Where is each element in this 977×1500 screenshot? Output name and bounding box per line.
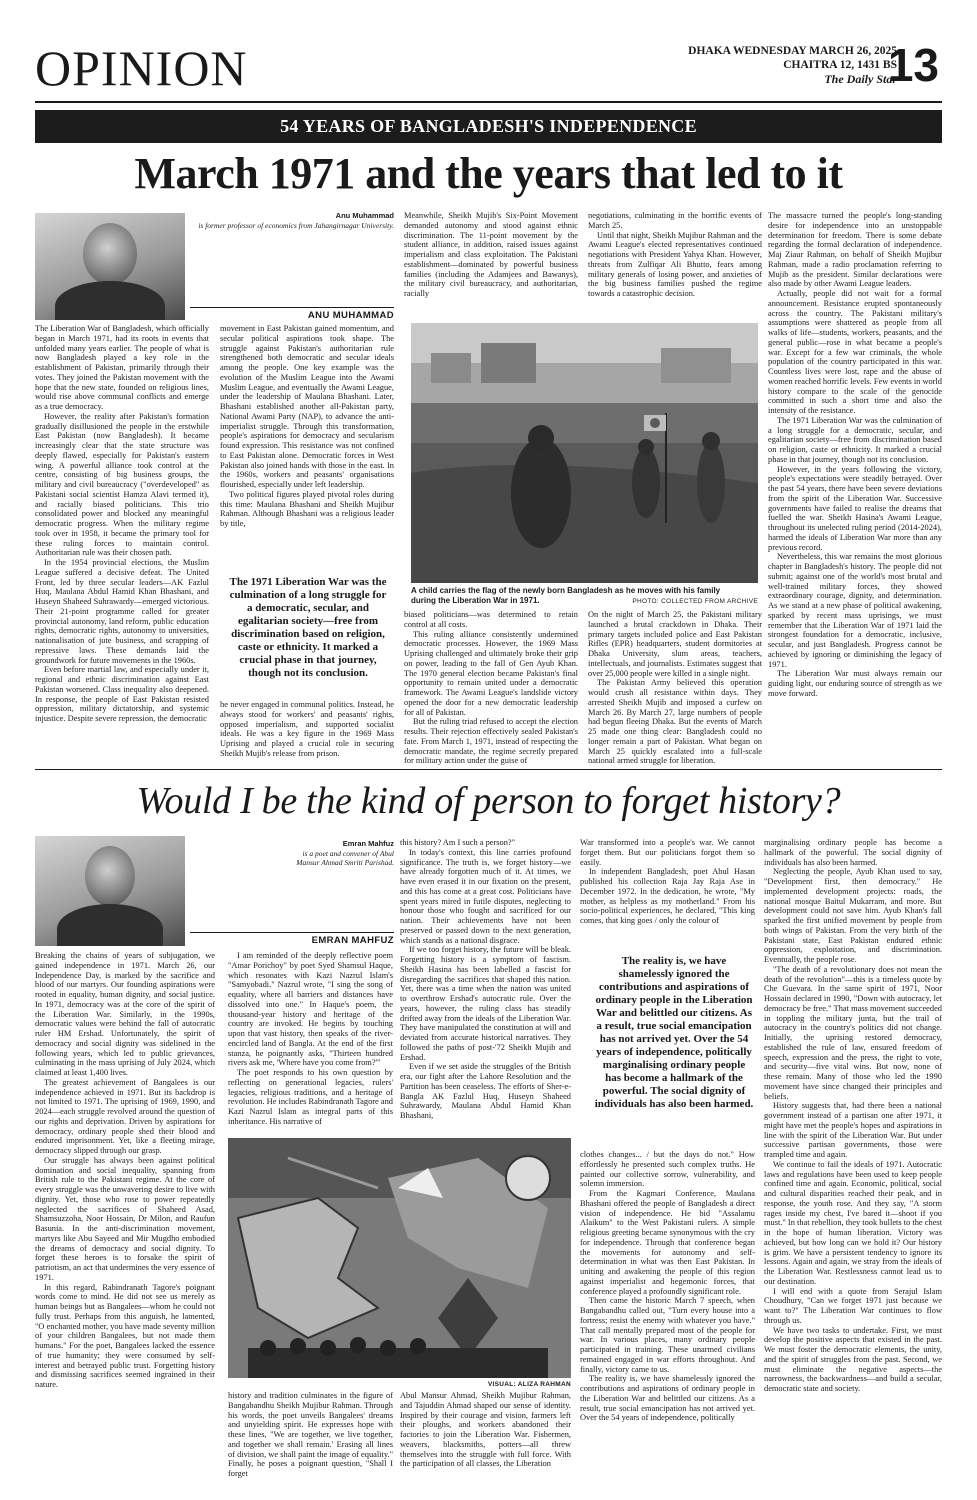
article2-column-1 — [35, 951, 215, 1485]
author-bio: is a poet and convener of Abul Mansur Ahmad Smriti Parishad. — [296, 849, 394, 867]
paragraph: The 1971 Liberation War was the culmination of a long struggle for a democratic, secular, and egalitarian society—free from discrimination based on religion, caste or ethnicity. It marked a crucial phase in that journey, though not its conclusion. — [768, 415, 942, 464]
author-head-shape — [85, 846, 135, 906]
archive-photo — [411, 323, 758, 583]
paragraph: This ruling alliance consistently undermined democratic processes. However, the 1969 Mass Uprising challenged and ultimately broke their grip on power, leading to the fall of Gen Ayub Khan. The 1970 general election became Pakistan's final opportunity to remain united under a democratic framework. The Awami League's landslide victory opened the door for a new democratic leadership for all of Pakistan. — [404, 629, 578, 717]
paragraph: negotiations, culminating in the horrific events of March 25. — [588, 211, 762, 230]
paragraph: From the Kagmari Conference, Maulana Bhashani offered the people of Bangladesh a direct vision of independence. He bid "Assalamu Alaikum" to the West Pakistani rulers. A simple religious greeting became synonymous with the cry for independence. Through that conference began the movements for autonomy and self-determination in what was then East Pakistan. In uniting and awakening the people of this region against imperialist and hegemonic forces, that conference played a profoundly significant role. — [580, 1189, 755, 1296]
paragraph: movement in East Pakistan gained momentum, and secular political aspirations took shape. The struggle against Pakistan's authoritarian rule strengthened both democratic and secular ideals among the people. One key example was the evolution of the Muslim League into the Awami Muslim League, and eventually the Awami League, under the leadership of Maulana Bhashani. Later, Bhashani established another all-Pakistan party, National Awami Party (NAP), to advance the anti-imperialist struggle. Through this transformation, people's aspirations for democracy and secularism found expression. This resistance was not confined to East Pakistan alone. Democratic forces in West Pakistan also joined hands with those in the east. In the 1960s, workers and peasants' organisations flourished, especially under left leadership. — [220, 324, 394, 489]
photo-caption: A child carries the flag of the newly born Bangladesh as he moves with his family during the Liberation War in 1971. — [411, 586, 721, 605]
paragraph: In this regard, Rabindranath Tagore's poignant words come to mind. He did not see us merely as human beings but as Bangalees—whom he could not fully trust. Perhaps from this anguish, he lamented, "O enchanted mother, you have made seventy million of your children Bangalees, but not made them humans." For the poet, Bangalees lacked the essence of true humanity; they were consumed by self-interest and betrayed public trust. Forgetting history and dismissing sacrifices seemed ingrained in their nature. — [35, 1282, 215, 1389]
paragraph: Abul Mansur Ahmad, Sheikh Mujibur Rahman, and Tajuddin Ahmad shaped our sense of identity. Inspired by their courage and vision, farmers left their ploughs, and workers abandoned their factories to join the Liberation War. Fishermen, weavers, blacksmiths, potters—all threw themselves into the struggle with full force. With the participation of all classes, the Liberation — [400, 1391, 571, 1469]
paragraph: The Liberation War must always remain our guiding light, our enduring source of strength as we move forward. — [768, 669, 942, 698]
article1-column-4 — [588, 211, 762, 319]
author-name: Emran Mahfuz — [342, 839, 394, 848]
archive-photo-icon — [411, 323, 758, 583]
paragraph: The poet responds to his own question by reflecting on generational legacies, rulers' legacies, religious traditions, and a heritage of revolution. He includes Rabindranath Tagore and Kazi Nazrul Islam as integral parts of this inheritance. His narrative of — [228, 1068, 393, 1126]
section-title: OPINION — [35, 40, 248, 96]
article2-column-4b — [580, 1150, 755, 1485]
paragraph: biased politicians—was determined to retain control at all costs. — [404, 610, 578, 629]
paragraph: The reality is, we have shamelessly ignored the contributions and aspirations of ordinary people in the Liberation War and belittled our citizens. As a result, true social emancipation has not arrived yet. Over the 54 years of independence, politically — [580, 1374, 755, 1423]
paragraph: I will end with a quote from Serajul Islam Choudhury, "Can we forget 1971 just because we want to?" The Liberation War continues to flow through us. — [764, 1286, 942, 1325]
dateline — [688, 44, 897, 86]
author-body-shape — [57, 904, 163, 946]
paragraph: History suggests that, had there been a national government instead of a partisan one after 1971, it might have met the people's hopes and aspirations in line with the spirit of the Liberation War. But under successive partisan governments, those were trampled time and again. — [764, 1101, 942, 1159]
pull-quote: The 1971 Liberation War was the culmination of a long struggle for a democratic, secular, and egalitarian society—free from discrimination based on religion, caste or ethnicity. It marked a crucial phase in that journey, though not its conclusion. — [229, 576, 387, 679]
paragraph: In the 1954 provincial elections, the Muslim League suffered a decisive defeat. The United Front, led by three secular leaders—AK Fazlul Huq, Maulana Abdul Hamid Khan Bhashani, and Huseyn Shaheed Suhrawardy—emerged victorious. Their 21-point programme called for greater provincial autonomy, land reform, public education rights, democratic rights, autonomy to universities, nationalisation of jute business, and scrapping of repressive laws. These demands laid the groundwork for future movements in the 1960s. — [35, 558, 209, 665]
paragraph: But the ruling triad refused to accept the election results. Their rejection effectively sealed Pakistan's fate. From March 1, 1971, instead of respecting the democratic mandate, the regime secretly prepared for military action under the guise of — [404, 717, 578, 765]
paragraph: Even if we set aside the struggles of the British era, our fight after the Lahore Resolution and the Partition has been ceaseless. The efforts of Sher-e-Bangla AK Fazlul Huq, Huseyn Shaheed Suhrawardy, Maulana Abdul Hamid Khan Bhashani, — [400, 1062, 571, 1120]
paragraph: The greatest achievement of Bangalees is our independence achieved in 1971. But its backdrop is not limited to 1971. The uprising of 1969, 1990, and 2024—each struggle revolved around the question of our rights and deprivation. Driven by aspirations for democracy, ordinary people shed their blood and endured imprisonment. Yet, like a fleeting mirage, democracy slipped through our grasp. — [35, 1077, 215, 1155]
bangla-date: CHAITRA 12, 1431 BS — [783, 59, 897, 71]
paragraph: Two political figures played pivotal roles during this time: Maulana Bhashani and Sheikh Mujibur Rahman. Although Bhashani was a religious leader by title, — [220, 489, 394, 528]
paragraph: In today's context, this line carries profound significance. The truth is, we forget history—we have already forgotten much of it. At times, we have even erased it in our fixation on the present, and this has come at a great cost. Politicians have spent years mired in futile disputes, neglecting to honour those who fought and sacrificed for our nation. Their achievements have not been preserved or passed down to the next generation, which stands as a national disgrace. — [400, 847, 571, 945]
pull-quote: The reality is, we have shamelessly ignored the contributions and aspirations of ordinary people in the Liberation War and belittled our citizens. As a result, true social emancipation has not arrived yet. Over the 54 years of independence, politically marginalising ordinary people has become a hallmark of the powerful. The social dignity of individuals has also been harmed. — [594, 955, 754, 1110]
author-photo — [35, 213, 185, 320]
paragraph: However, in the years following the victory, people's expectations were steadily betrayed. Over the past 54 years, there have been severe deviations from the spirit of the Liberation War. Successive governments have failed to realise the dreams that fuelled the war. Sheikh Hasina's Awami League, throughout its unelected ruling period (2014-2024), harmed the ideals of Liberation War more than any previous record. — [768, 464, 942, 552]
author-head-shape — [83, 223, 137, 285]
paragraph: Even before martial law, and especially under it, regional and ethnic discrimination against East Pakistan worsened. Class inequality also deepened. In response, the people of East Pakistan resisted oppression, military dictatorship, and systemic injustice. Despite severe repression, the democratic — [35, 665, 209, 723]
visual-credit: VISUAL: ALIZA RAHMAN — [487, 1381, 571, 1388]
paragraph: The Liberation War of Bangladesh, which officially began in March 1971, had its roots in events that unfolded many years earlier. The people of what is now Bangladesh played a key role in the establishment of Pakistan, primarily through their votes. They joined the Pakistan movement with the hope that the new state, founded on religious lines, would rise above communal conflicts and emerge as a true democracy. — [35, 324, 209, 411]
author-bio: is former professor of economics from Jahangirnagar University. — [198, 221, 394, 230]
paragraph: he never engaged in communal politics. Instead, he always stood for workers' and peasants' rights, opposed imperialism, and supported socialist ideals. He was a key figure in the 1969 Mass Uprising and played a crucial role in securing Sheikh Mujib's release from prison. — [220, 700, 394, 758]
section-banner: 54 YEARS OF BANGLADESH'S INDEPENDENCE — [35, 110, 942, 143]
article1-column-2b — [220, 700, 394, 765]
paragraph: Neglecting the people, Ayub Khan used to say, "Development first, then democracy." He implemented development projects: roads, the national mosque Baitul Mukarram, and more. But development could not save him. Ayub Khan's fall sparked the first unified movement by people from both wings of Pakistan. From the very birth of the Pakistani state, East Pakistan endured ethnic oppression, exploitation, and discrimination. Eventually, the people rose. — [764, 867, 942, 964]
paragraph: If we too forget history, the future will be bleak. Forgetting history is a symptom of fascism. Sheikh Hasina has been labelled a fascist for disregarding the sacrifices that shaped this nation. Yet, there was a time when the nation was united to overthrow Ershad's autocratic rule. Over the years, however, the ruling class has steadily drifted away from the ideals of the Liberation War. They have manipulated the constitution at will and deviated from accurate historical narratives. They followed the paths of post-'72 Sheikh Mujib and Ershad. — [400, 945, 571, 1062]
paragraph: I am reminded of the deeply reflective poem "Amar Porichoy" by poet Syed Shamsul Haque, which resonates with Kazi Nazrul Islam's "Samyobadi." Nazrul wrote, "I sing the song of equality, where all barriers and distances have dissolved into one." In Haque's poem, the thousand-year history and heritage of the country are invoked. He begins by touching upon that vast history, then speaks of the river-encircled land of Bangla. At the end of the first stanza, he poignantly asks, "Thirteen hundred rivers ask me, 'Where have you come from?'" — [228, 951, 393, 1068]
article2-column-5 — [764, 838, 942, 1485]
paragraph: "The death of a revolutionary does not mean the death of the revolution"—this is a timeless quote by Che Guevara. In the same spirit of 1971, Noor Hossain declared in 1990, "Down with autocracy, let democracy be free." That mass movement succeeded in toppling the military junta, but the trail of autocracy in the country's politics did not change. Initially, the uprising restored democracy, established the rule of law, ensured freedom of speech, expression and the press, the right to vote, and security—five vital wins. But now, none of these remain. Many of those who led the 1990 movement have since changed their principles and beliefs. — [764, 964, 942, 1101]
byline: EMRAN MAHFUZ — [190, 932, 394, 946]
paragraph: history and tradition culminates in the figure of Bangabandhu Sheikh Mujibur Rahman. Through his words, the poet unveils Bangalees' dreams and unyielding spirit. He expresses hope with these lines, "We are together, we live together, and together we shall remain.' Erasing all lines of division, we shall paint the image of equality." Finally, he poses a poignant question, "Shall I forget — [228, 1391, 393, 1478]
photo-credit: PHOTO: COLLECTED FROM ARCHIVE — [632, 598, 758, 605]
paragraph: Until that night, Sheikh Mujibur Rahman and the Awami League's elected representatives continued negotiations with President Yahya Khan. However, threats from Zulfiqar Ali Bhutto, fears among military generals of losing power, and anxieties of the big business families pushed the regime towards a catastrophic decision. — [588, 230, 762, 298]
paragraph: Our struggle has always been against political domination and social inequality, spanning from British rule to the Pakistani regime. At the core of every struggle was the unwavering desire to live with dignity. Yet, those who rose to power repeatedly neglected the sacrifices of Shaheed Asad, Shamsuzzoha, Noor Hossain, Dr Milon, and Raufun Basunia. In the anti-discrimination movement, martyrs like Abu Sayeed and Mir Mugdho embodied the dreams of democracy and social dignity. To forget these heroes is to forsake the spirit of patriotism, an act that undermines the very essence of 1971. — [35, 1155, 215, 1282]
page-number: 13 — [887, 39, 939, 91]
header-rule — [35, 101, 942, 103]
article1-headline: March 1971 and the years that led to it — [134, 149, 843, 198]
article-divider — [35, 769, 942, 770]
illustration — [228, 1138, 571, 1378]
date: DHAKA WEDNESDAY MARCH 26, 2025 — [688, 45, 897, 57]
article1-column-5 — [768, 211, 942, 765]
paragraph: The Pakistan Army believed this operation would crush all resistance within days. They arrested Sheikh Mujib and imposed a curfew on March 26. By March 27, large numbers of people had begun fleeing Dhaka. But the events of March 25 made one thing clear: Bangladesh could no longer remain a part of Pakistan. What began on March 25 quickly escalated into a full-scale national armed struggle for liberation. — [588, 678, 762, 765]
paragraph: Then came the historic March 7 speech, when Bangabandhu called out, "Turn every house into a fortress; resist the enemy with whatever you have." That call mentally prepared most of the people for war. In various places, many ordinary people participated in training. These unarmed civilians remained engaged in war efforts throughout. And finally, victory came to us. — [580, 1296, 755, 1374]
paragraph: clothes changes... / but the days do not." How effortlessly he presented such complex truths. He painted our collective sorrow, vulnerability, and solemn immersion. — [580, 1150, 755, 1189]
article1-column-4b — [588, 610, 762, 765]
article1-column-1 — [35, 324, 209, 765]
paragraph: marginalising ordinary people has become a hallmark of the powerful. The social dignity of individuals has also been harmed. — [764, 838, 942, 867]
article2-headline: Would I be the kind of person to forget history? — [136, 780, 841, 822]
article2-column-2 — [228, 951, 393, 1133]
byline: ANU MUHAMMAD — [190, 307, 394, 321]
article1-column-3b — [404, 610, 578, 765]
paragraph: In independent Bangladesh, poet Abul Hasan published his collection Raja Jay Raja Ase in December 1972. In the dedication, he wrote, "My mother, as helpless as my motherland." From his socio-political experiences, he declared, "This king comes, that king goes / only the colour of — [580, 867, 755, 925]
paragraph: On the night of March 25, the Pakistani military launched a brutal crackdown in Dhaka. Their primary targets included police and East Pakistan Rifles (EPR) headquarters, student dormitories at Dhaka University, slum areas, teachers, intellectuals, and journalists. Estimates suggest that over 25,000 people were killed in a single night. — [588, 610, 762, 678]
paragraph: Nevertheless, this war remains the most glorious chapter in Bangladesh's history. The people did not submit; against one of the world's most brutal and well-trained military forces, they showed extraordinary courage, dignity, and determination. As we stand at a new phase of political awakening, sparked by recent mass uprisings, we must remember that the Liberation War of 1971 laid the strongest foundation for a democratic, inclusive, secular, and just Bangladesh. Progress cannot be achieved by ignoring or diminishing the legacy of 1971. — [768, 552, 942, 669]
paragraph: The massacre turned the people's long-standing desire for independence into an unstoppable determination for freedom. There is some debate regarding the formal declaration of independence. Maj Ziaur Rahman, on behalf of Sheikh Mujibur Rahman, made a radio proclamation referring to Mujib as the president. Similar declarations were also made by other Awami League leaders. — [768, 211, 942, 289]
article2-column-3b — [400, 1391, 571, 1485]
paragraph: War transformed into a people's war. We cannot forget them. But our politicians forgot them so easily. — [580, 838, 755, 867]
paragraph: Actually, people did not wait for a formal announcement. Resistance erupted spontaneously across the country. The Pakistani military's assumptions were shattered as people from all walks of life—students, workers, peasants, and the general public—rose in what became a people's war. Except for a few war criminals, the whole population of the country participated in this war. Countless lives were lost, rape and the abuse of women reached horrific levels. Few events in world history compare to the scale of the genocide committed in such a short time and also the intensity of the resistance. — [768, 289, 942, 415]
paper-name: The Daily Star — [824, 72, 897, 86]
article2-column-4 — [580, 838, 755, 953]
paragraph: this history? Am I such a person?" — [400, 838, 516, 847]
article2-column-2b — [228, 1391, 393, 1485]
paragraph: We have two tasks to undertake. First, we must develop the positive aspects that existed in the past. We must foster the democratic elements, the unity, and the spirit of struggles from the past. Second, we must eliminate the negative aspects—the narrowness, the backwardness—and build a secular, democratic state and society. — [764, 1325, 942, 1393]
article2-column-3 — [400, 838, 571, 1133]
paragraph: Breaking the chains of years of subjugation, we gained independence in 1971. March 26, our Independence Day, is marked by the sacrifice and blood of our martyrs. Our founding aspirations were rooted in equality, human dignity, and social justice. In 1971, democracy was at the core of the spirit of the Liberation War. Similarly, in the 1990s, democratic values were behind the fall of autocratic ruler HM Ershad. Unfortunately, the spirit of democracy and social dignity was sidelined in the following years, which led to public grievances, culminating in the mass uprising of July 2024, which claimed at least 1,400 lives. — [35, 951, 215, 1077]
author-photo — [35, 836, 185, 946]
paragraph: Meanwhile, Sheikh Mujib's Six-Point Movement demanded autonomy and stood against ethnic discrimination. The 11-point movement by the student alliance, in addition, raised issues against imperialism and class exploitation. The Pakistani establishment—dominated by powerful business families (including the Adamjees and Bawanys), the military civil bureaucracy, and authoritarian, racially — [404, 211, 578, 298]
paragraph: However, the reality after Pakistan's formation gradually disillusioned the people in the erstwhile East Pakistan (now Bangladesh). It became increasingly clear that the state structure was deeply flawed, especially for Pakistan's eastern wing. A powerful alliance took control at the centre, consisting of big business groups, the military and civil bureaucracy ("overdeveloped" as Pakistani social scientist Hamza Alavi termed it), and racially biased politicians. This trio consolidated power and blocked any meaningful democratic progress. When the military regime took over in 1958, it became the primary tool for these ruling forces to maintain control. Authoritarian rule was their chosen path. — [35, 411, 209, 558]
article1-column-2 — [220, 324, 394, 564]
paragraph: We continue to fail the ideals of 1971. Autocratic laws and regulations have been used to keep people confined time and again. Economic, political, social and cultural disparities reached their peak, and in response, the youth rose. And they say, "A storm rages inside my chest, I've bared it—shoot if you must." In that rebellion, they took bullets to the chest in the hope of human liberation. Victory was achieved, but how long can we hold it? Our history is grim. We have a persistent tendency to ignore its lessons. Again and again, we stray from the ideals of the Liberation War. Restlessness cannot lead us to our destination. — [764, 1159, 942, 1286]
illustration-icon — [228, 1138, 571, 1378]
article1-column-3 — [404, 211, 578, 319]
author-name: Anu Muhammad — [335, 211, 394, 220]
author-body-shape — [55, 281, 165, 320]
